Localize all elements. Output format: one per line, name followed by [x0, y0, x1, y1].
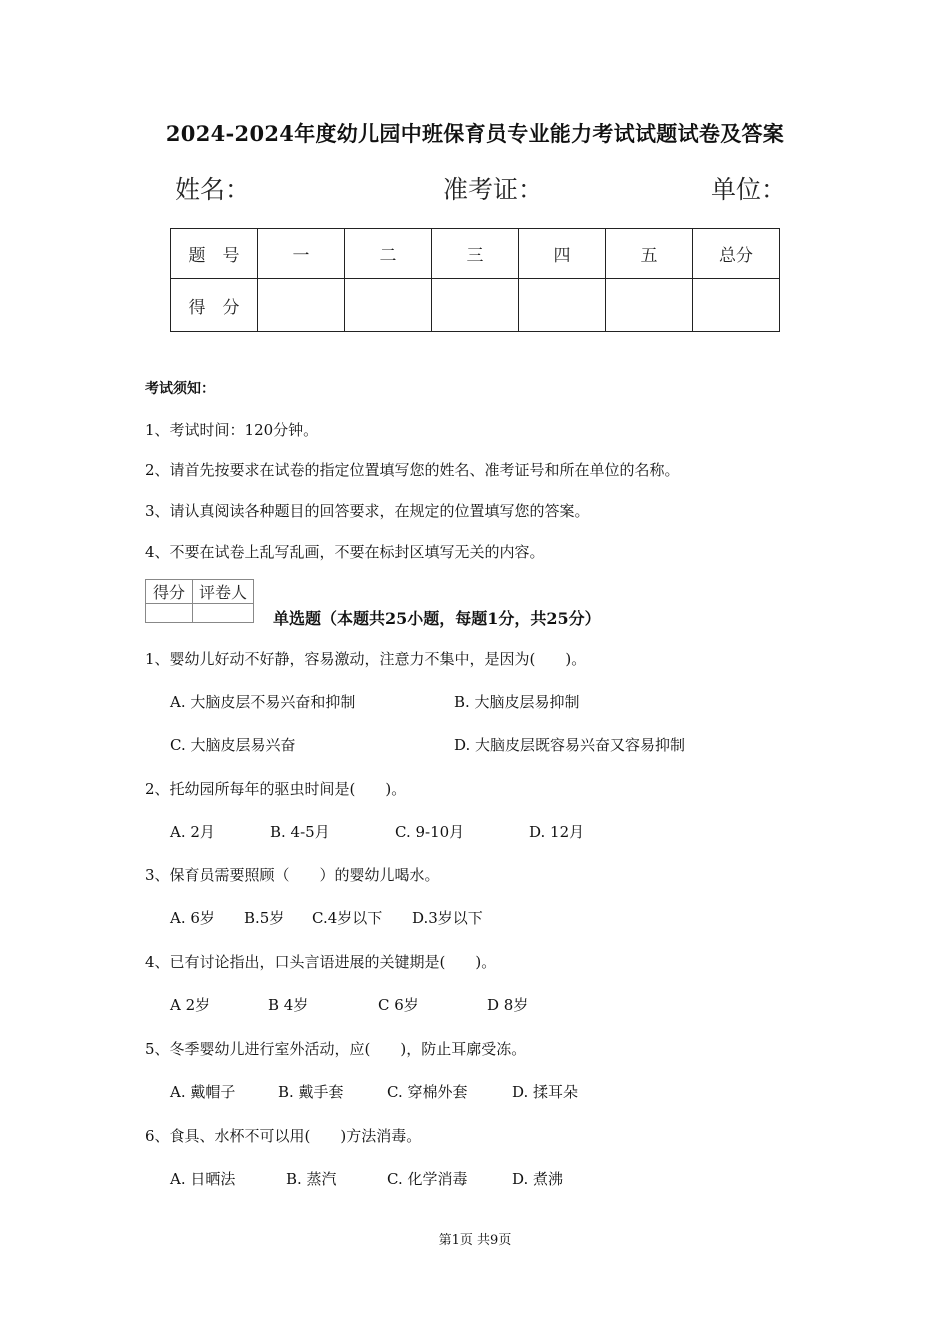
unit-label: 单位： — [711, 175, 787, 204]
score-table — [170, 228, 780, 332]
question-option: D 8岁 — [487, 996, 529, 1014]
score-cell — [258, 279, 345, 332]
question-option: B. 戴手套 — [278, 1083, 344, 1101]
question-option: A. 日晒法 — [170, 1170, 236, 1188]
name-label: 姓名： — [175, 175, 251, 204]
question-option: D. 12月 — [529, 823, 585, 841]
question-stem: 1、婴幼儿好动不好静，容易激动，注意力不集中，是因为( )。 — [145, 650, 587, 668]
score-header-cell: 一 — [258, 229, 345, 279]
score-cell — [345, 279, 432, 332]
question-stem: 5、冬季婴幼儿进行室外活动，应( )，防止耳廓受冻。 — [145, 1040, 527, 1058]
question-stem: 6、食具、水杯不可以用( )方法消毒。 — [145, 1127, 422, 1145]
question-option: A. 6岁 — [170, 909, 215, 927]
section-title: 单选题（本题共25小题，每题1分，共25分） — [273, 609, 601, 628]
question-option: A. 戴帽子 — [170, 1083, 236, 1101]
question-option: A. 大脑皮层不易兴奋和抑制 — [170, 693, 356, 711]
score-table-header-row — [171, 229, 780, 279]
notice-item: 1、考试时间：120分钟。 — [145, 421, 319, 439]
score-table-score-row — [171, 279, 780, 332]
grader-score-cell — [146, 604, 193, 623]
question-option: B. 4-5月 — [270, 823, 330, 841]
question-option: D. 煮沸 — [512, 1170, 564, 1188]
grader-name-label: 评卷人 — [193, 580, 254, 604]
notice-item: 2、请首先按要求在试卷的指定位置填写您的姓名、准考证号和所在单位的名称。 — [145, 461, 680, 479]
score-header-cell: 四 — [519, 229, 606, 279]
question-option: D. 揉耳朵 — [512, 1083, 579, 1101]
question-option: B. 大脑皮层易抑制 — [454, 693, 580, 711]
question-option: B 4岁 — [268, 996, 309, 1014]
question-stem: 3、保育员需要照顾（ ）的婴幼儿喝水。 — [145, 866, 440, 884]
grader-score-label: 得分 — [146, 580, 193, 604]
score-header-cell: 三 — [432, 229, 519, 279]
score-header-cell: 总分 — [693, 229, 780, 279]
question-option: C.4岁以下 — [312, 909, 383, 927]
question-option: C. 大脑皮层易兴奋 — [170, 736, 296, 754]
question-option: C. 穿棉外套 — [387, 1083, 468, 1101]
question-stem: 2、托幼园所每年的驱虫时间是( )。 — [145, 780, 407, 798]
score-cell — [693, 279, 780, 332]
question-option: C. 9-10月 — [395, 823, 465, 841]
question-option: A. 2月 — [170, 823, 215, 841]
question-option: D.3岁以下 — [412, 909, 483, 927]
score-cell — [606, 279, 693, 332]
score-header-cell: 五 — [606, 229, 693, 279]
question-option: C. 化学消毒 — [387, 1170, 468, 1188]
page-title: 2024-2024年度幼儿园中班保育员专业能力考试试题试卷及答案 — [165, 121, 785, 146]
question-option: C 6岁 — [378, 996, 419, 1014]
score-header-cell: 二 — [345, 229, 432, 279]
score-cell — [519, 279, 606, 332]
question-option: D. 大脑皮层既容易兴奋又容易抑制 — [454, 736, 686, 754]
question-option: B.5岁 — [244, 909, 285, 927]
question-stem: 4、已有讨论指出，口头言语进展的关键期是( )。 — [145, 953, 497, 971]
grader-name-cell — [193, 604, 254, 623]
page-footer: 第1页 共9页 — [438, 1233, 512, 1248]
score-header-cell: 题 号 — [171, 229, 258, 279]
exam-id-label: 准考证： — [443, 175, 544, 204]
question-option: B. 蒸汽 — [286, 1170, 337, 1188]
score-row-label: 得 分 — [171, 279, 258, 332]
notice-heading: 考试须知： — [145, 381, 215, 397]
notice-item: 4、不要在试卷上乱写乱画，不要在标封区填写无关的内容。 — [145, 543, 545, 561]
notice-item: 3、请认真阅读各种题目的回答要求，在规定的位置填写您的答案。 — [145, 502, 590, 520]
grader-box — [145, 579, 254, 623]
question-option: A 2岁 — [170, 996, 211, 1014]
score-cell — [432, 279, 519, 332]
